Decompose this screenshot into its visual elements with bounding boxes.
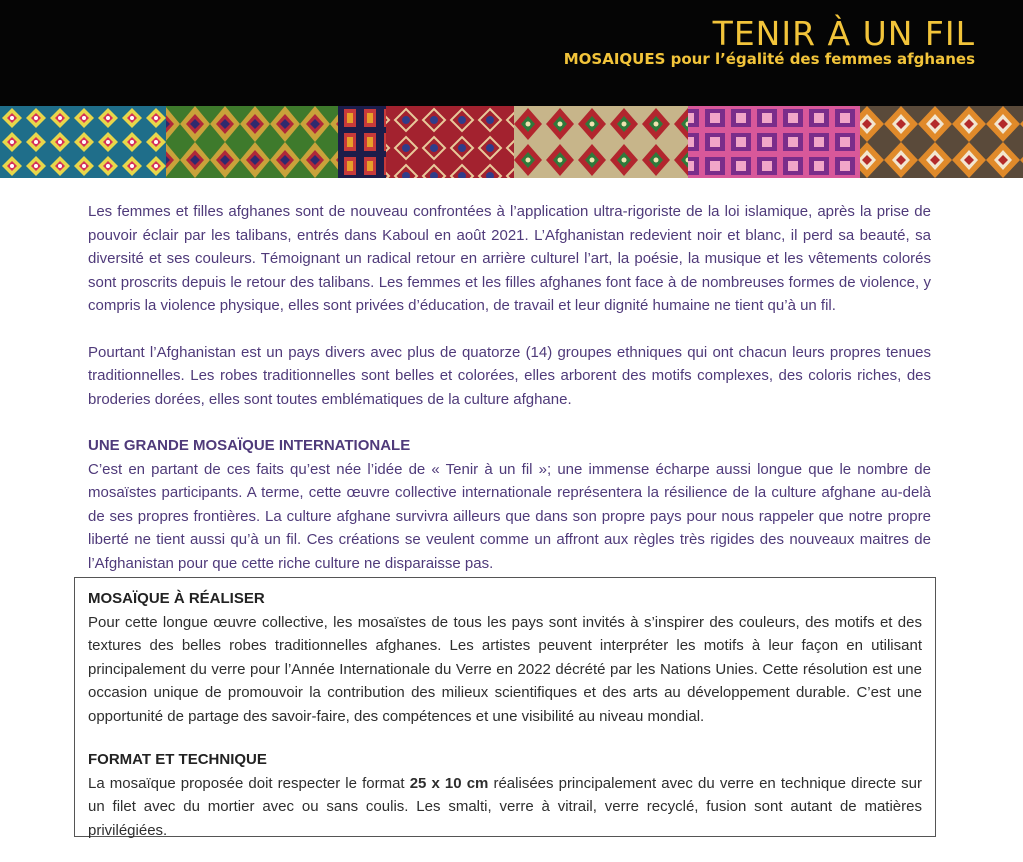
intro-paragraph-1: Les femmes et filles afghanes sont de nouveau confrontées à l’application ultra-rigoriste de la loi islamique, après la prise de pouvoir éclair par les talibans, entrés dans Kaboul en août 2021. L’Afghanistan redevient noir et blanc, il perd sa beauté, sa diversité et ses couleurs. Témoignant un radical retour en arrière culturel l’art, la poésie, la musique et les vêtements colorés sont proscrits depuis le retour des talibans. Les femmes et les filles afghanes font face à de nombreuses formes de violence, y compris la violence physique, elles sont privées d’éducation, de travail et leur dignité humaine ne tient qu’à un fil. — [88, 203, 931, 314]
section-mosaic-text: C’est en partant de ces faits qu’est née l’idée de « Tenir à un fil »; une immense écharpe aussi longue que le nombre de mosaïstes participants. A terme, cette œuvre collective internationale représentera la résilience de la culture afghane au-delà de ses propres frontières. La culture afghane survivra ailleurs que dans son propre pays pour nous rappeler que notre propre liberté ne tient aussi qu’à un fil. Ces créations se veulent comme un affront aux règles très rigides des nouveaux maitres de l’Afghanistan pour que cette riche culture ne disparaisse pas. — [88, 460, 931, 572]
box-heading-format: FORMAT ET TECHNIQUE — [88, 751, 267, 768]
info-box — [74, 577, 936, 837]
format-dimensions: 25 x 10 cm — [409, 774, 489, 792]
format-text-start: La mosaïque proposée doit respecter le format — [88, 774, 410, 792]
section-heading-mosaic: UNE GRANDE MOSAÏQUE INTERNATIONALE — [88, 437, 411, 454]
box-text-format — [88, 772, 922, 843]
page-subtitle: MOSAIQUES pour l’égalité des femmes afghanes — [563, 50, 975, 68]
intro-paragraph-2: Pourtant l’Afghanistan est un pays divers avec plus de quatorze (14) groupes ethniques qui ont chacun leurs propres tenues traditionnelles. Les robes traditionnelles sont belles et colorées, elles arborent des motifs complexes, des coloris riches, des broderies dorées, elles sont toutes emblématiques de la culture afghane. — [88, 343, 931, 408]
textile-banner — [0, 106, 1023, 178]
format-text-end: réalisées principalement avec du verre en technique directe sur un filet avec du mortier avec ou sans coulis. Les smalti, verre à vitrail, verre recyclé, fusion sont autant de matières privilégiées. — [88, 774, 922, 839]
info-box-content — [88, 587, 922, 862]
page-title: TENIR À UN FIL — [712, 14, 975, 53]
box-text-mosaic-to-make: Pour cette longue œuvre collective, les mosaïstes de tous les pays sont invités à s’inspirer des couleurs, des motifs et des textures des belles robes traditionnelles afghanes. Les artistes peuvent interpréter les motifs à leur façon en utilisant principalement du verre pour l’Année Internationale du Verre en 2022 décrété par les Nations Unies. Cette résolution est une occasion unique de promouvoir la contribution des milieux scientifiques et des arts au développement durable. C’est une opportunité de partage des savoir-faire, des compétences et une visibilité au niveau mondial. — [88, 613, 922, 725]
page-header — [0, 0, 1023, 106]
box-heading-mosaic-to-make: MOSAÏQUE À RÉALISER — [88, 590, 265, 607]
textile-pattern-image — [0, 106, 1023, 178]
main-content — [88, 200, 931, 598]
